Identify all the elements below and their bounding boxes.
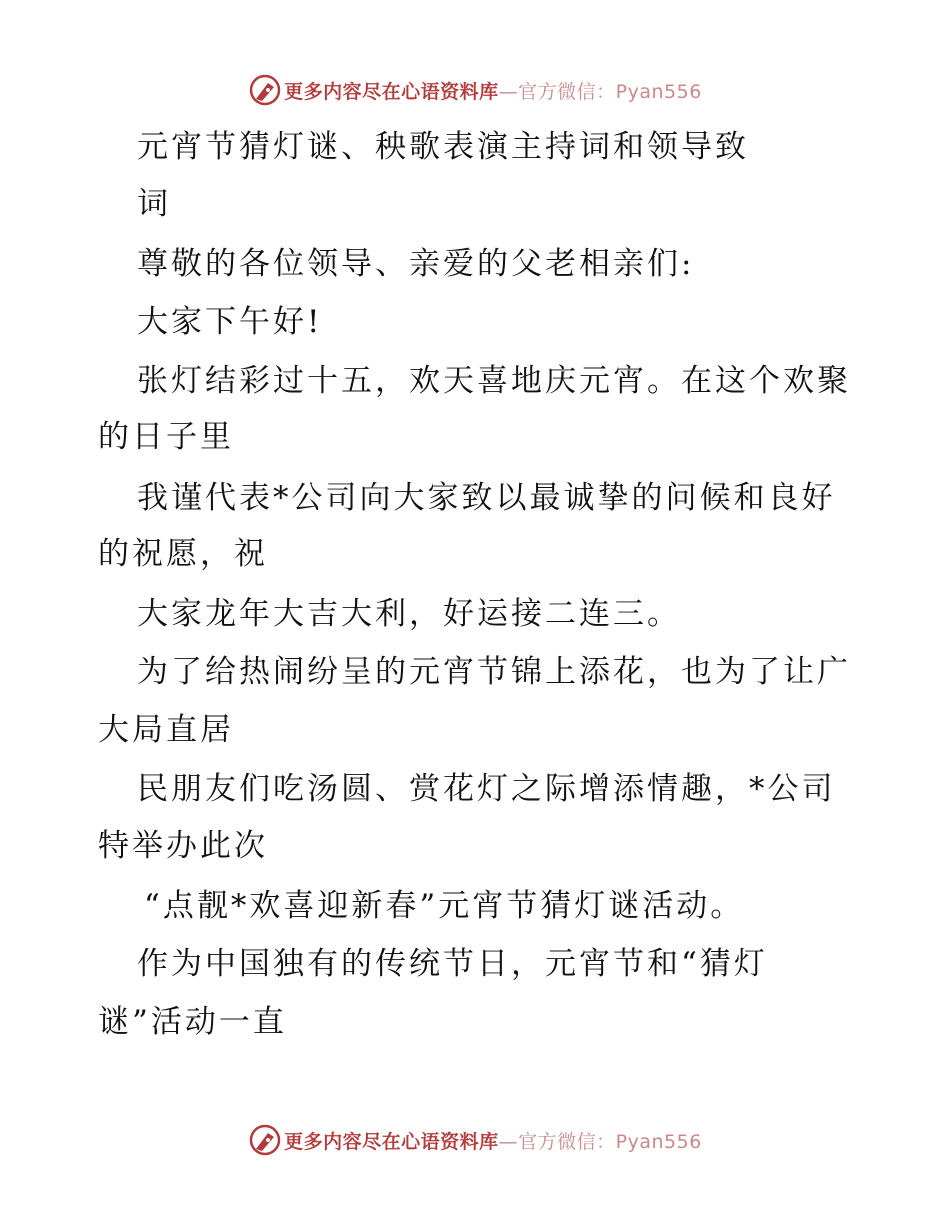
text-line: 特举办此次 <box>98 828 268 864</box>
watermark-text: 更多内容尽在心语资料库—官方微信：Pyan556 <box>284 80 702 103</box>
text-line: 大局直居 <box>98 712 234 748</box>
header-watermark <box>0 70 950 110</box>
text-line: 大家下午好! <box>137 304 323 340</box>
text-line: 谜”活动一直 <box>98 1004 287 1040</box>
pen-nib-logo-icon <box>248 73 282 107</box>
text-line: 词 <box>137 186 171 222</box>
text-line: 尊敬的各位领导、亲爱的父老相亲们: <box>137 246 695 282</box>
footer-watermark <box>0 1120 950 1160</box>
text-line: 民朋友们吃汤圆、赏花灯之际增添情趣，*公司 <box>137 771 836 807</box>
text-line: 作为中国独有的传统节日，元宵节和“猜灯 <box>137 946 768 982</box>
text-line: 的日子里 <box>98 419 234 455</box>
text-line: “点靓*欢喜迎新春”元宵节猜灯谜活动。 <box>144 888 745 924</box>
pen-nib-logo-icon <box>248 1123 282 1157</box>
text-line: 元宵节猜灯谜、秧歌表演主持词和领导致 <box>137 129 749 165</box>
text-line: 大家龙年大吉大利，好运接二连三。 <box>137 596 681 632</box>
text-line: 为了给热闹纷呈的元宵节锦上添花，也为了让广 <box>137 654 851 690</box>
watermark-text: 更多内容尽在心语资料库—官方微信：Pyan556 <box>284 1130 702 1153</box>
text-line: 的祝愿，祝 <box>98 536 268 572</box>
text-line: 张灯结彩过十五，欢天喜地庆元宵。在这个欢聚 <box>137 363 851 399</box>
text-line: 我谨代表*公司向大家致以最诚挚的问候和良好 <box>137 480 836 516</box>
